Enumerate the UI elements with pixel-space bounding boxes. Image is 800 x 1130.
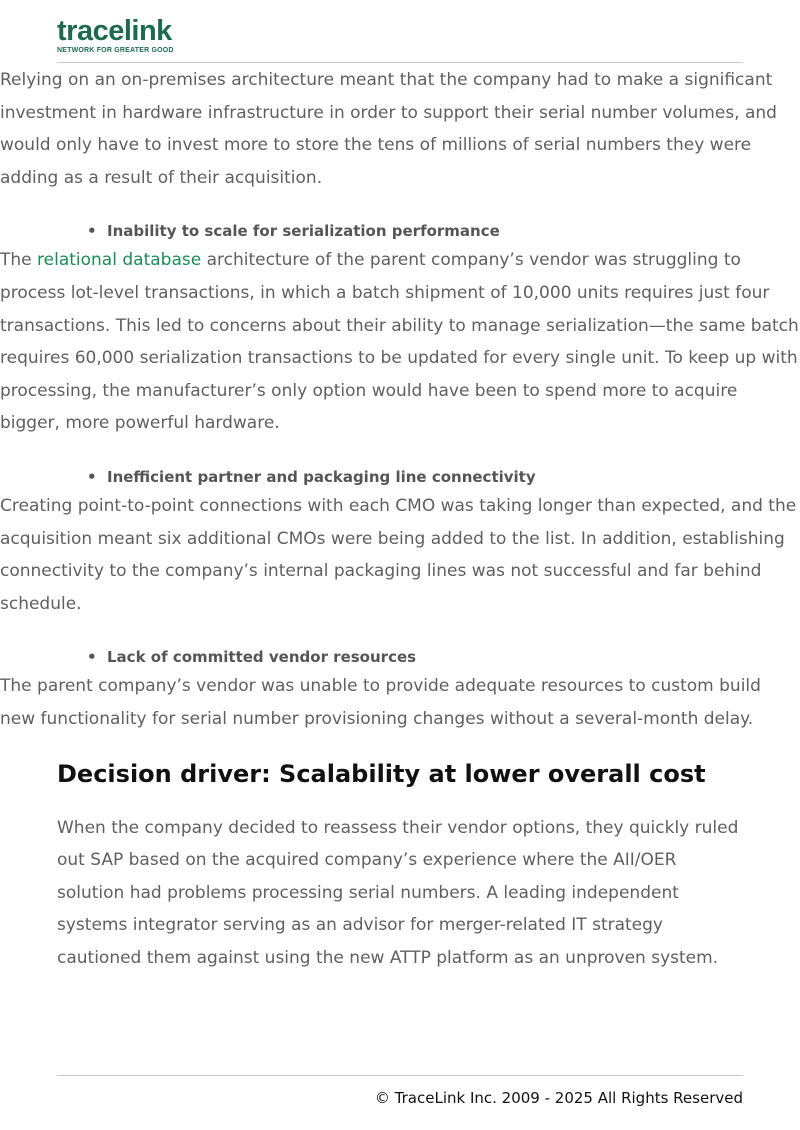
bullet-title: Inefficient partner and packaging line connectivity	[107, 467, 536, 486]
bullet-dot-icon: •	[87, 467, 97, 486]
bullet-heading-resources	[87, 644, 800, 670]
paragraph-text: The	[0, 250, 38, 271]
closing-paragraph: When the company decided to reassess their vendor options, they quickly ruled out SAP based on the acquired company’s experience where the AII/OER solution had problems processing serial numbers. A leading independent systems integrator serving as an advisor for merger-related IT strategy cautioned them against using the new ATTP platform as an unproven system.	[57, 817, 739, 968]
paragraph-text: architecture of the parent company’s vendor was struggling to process lot-level transactions, in which a batch shipment of 10,000 units requires just four transactions. This led to concerns about their ability to manage serialization—the same batch requires 60,000 serialization transactions to be updated for every single unit. To keep up with processing, the manufacturer’s only option would have been to spend more to acquire bigger, more powerful hardware.	[0, 250, 799, 434]
relational-database-link[interactable]: relational database	[37, 250, 202, 271]
bullet-paragraph-resources: The parent company’s vendor was unable to provide adequate resources to custom build new functionality for serial number provisioning changes without a several-month delay.	[0, 676, 761, 729]
bullet-paragraph-connectivity: Creating point-to-point connections with each CMO was taking longer than expected, and the acquisition meant six additional CMOs were being added to the list. In addition, establishing connectivity to the company’s internal packaging lines was not successful and far behind schedule.	[0, 495, 797, 614]
footer-copyright: © TraceLink Inc. 2009 - 2025 All Rights Reserved	[374, 1089, 743, 1107]
bullet-paragraph-scale	[0, 244, 800, 440]
bullet-dot-icon: •	[87, 648, 97, 667]
bullet-heading-scale	[87, 218, 800, 244]
brand-tagline: NETWORK FOR GREATER GOOD	[57, 47, 174, 54]
bullet-heading-connectivity	[87, 464, 800, 490]
bullet-title: Inability to scale for serialization performance	[107, 222, 500, 241]
footer-divider	[57, 1075, 743, 1076]
header-divider	[57, 62, 743, 63]
bullet-title: Lack of committed vendor resources	[107, 648, 417, 667]
intro-paragraph: Relying on an on-premises architecture meant that the company had to make a significant investment in hardware infrastructure in order to support their serial number volumes, and would only have to invest more to store the tens of millions of serial numbers they were adding as a result of their acquisition.	[0, 70, 777, 188]
bullet-dot-icon: •	[87, 222, 97, 241]
header-logo[interactable]	[57, 16, 174, 54]
section-heading: Decision driver: Scalability at lower overall cost	[57, 759, 706, 788]
brand-logo: tracelink	[57, 15, 172, 47]
main-content	[0, 64, 800, 974]
